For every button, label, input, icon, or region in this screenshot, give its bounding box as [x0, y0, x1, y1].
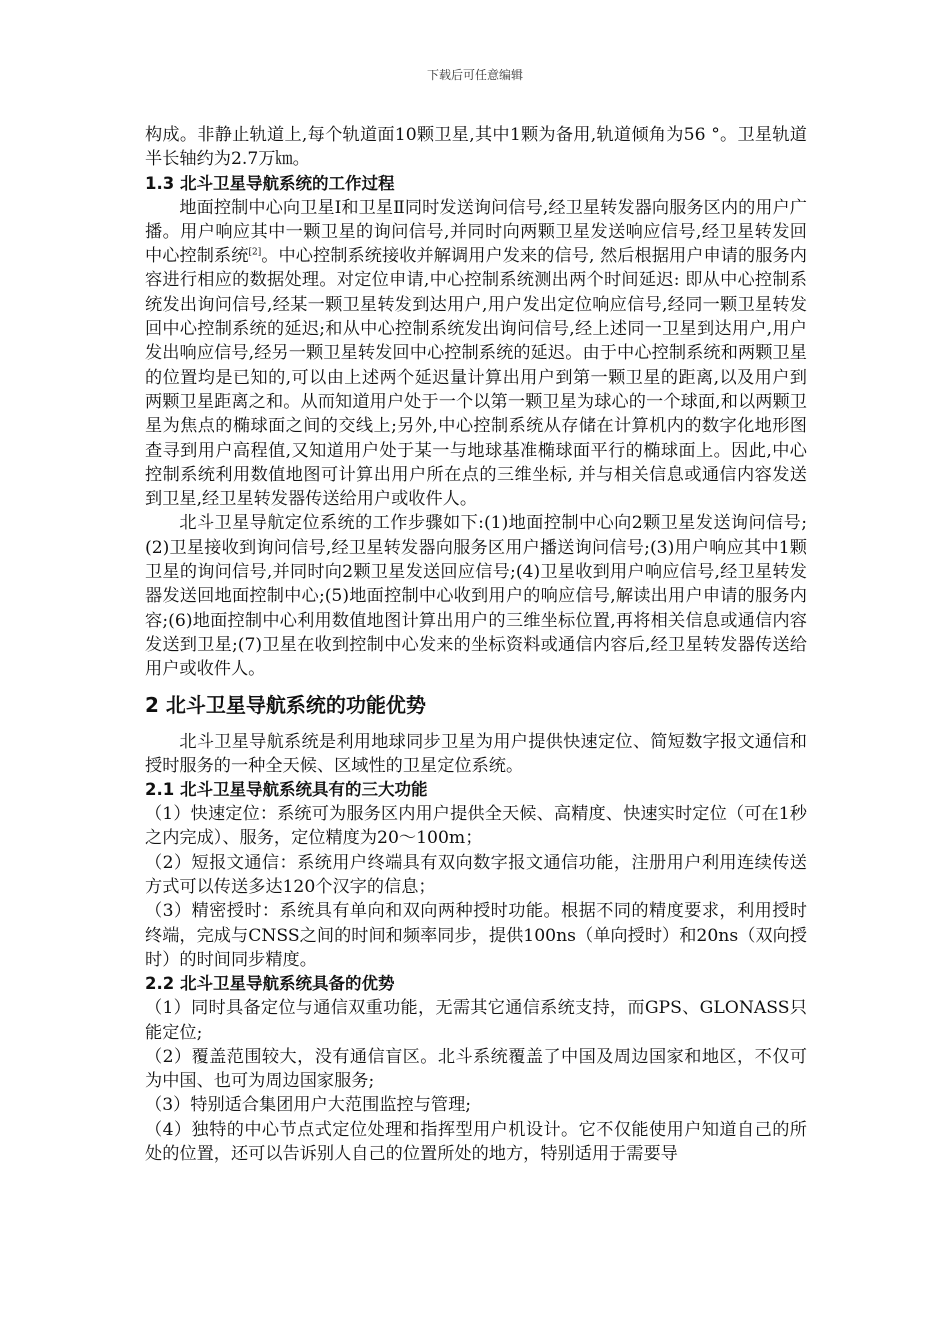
advantage-item-3: （3）特别适合集团用户大范围监控与管理; [145, 1095, 472, 1116]
paragraph-orbit-info: 构成。非静止轨道上,每个轨道面10颗卫星,其中1颗为备用,轨道倾角为56 °。卫星轨道半长轴约为2.7万㎞。 [145, 125, 807, 170]
advantage-item-1: （1）同时具备定位与通信双重功能，无需其它通信系统支持，而GPS、GLONASS只能定位; [145, 998, 807, 1043]
page-header: 下载后可任意编辑 [426, 68, 523, 82]
section-heading-2-2: 2.2 北斗卫星导航系统具备的优势 [145, 974, 395, 994]
advantage-item-4: （4）独特的中心节点式定位处理和指挥型用户机设计。它不仅能使用户知道自己的所处的位置，还可以告诉别人自己的位置所处的地方，特别适用于需要导 [145, 1119, 807, 1164]
paragraph-working-steps: 北斗卫星导航定位系统的工作步骤如下:(1)地面控制中心向2颗卫星发送询问信号;(2)卫星接收到询问信号,经卫星转发器向服务区用户播送询问信号;(3)用户响应其中1颗卫星的询问信号,并同时向2颗卫星发送回应信号;(4)卫星收到用户响应信号,经卫星转发器发送回地面控制中心;(5)地面控制中心收到用户的响应信号,解读出用户申请的服务内容;(6)地面控制中心利用数值地图计算出用户的三维坐标位置,再将相关信息或通信内容发送到卫星;(7)卫星在收到控制中心发来的坐标资料或通信内容后,经卫星转发器传送给用户或收件人。 [145, 513, 807, 680]
paragraph-working-process-part-a: 地面控制中心向卫星Ⅰ和卫星Ⅱ同时发送询问信号,经卫星转发器向服务区内的用户广播。用户响应其中一颗卫星的询问信号,并同时向两颗卫星发送响应信号,经卫星转发回中心控制系统 [145, 197, 807, 267]
section-heading-2: 2 北斗卫星导航系统的功能优势 [145, 692, 426, 717]
paragraph-working-process [145, 196, 807, 512]
document-body [145, 123, 807, 1166]
paragraph-function-intro: 北斗卫星导航系统是利用地球同步卫星为用户提供快速定位、简短数字报文通信和授时服务的一种全天候、区域性的卫星定位系统。 [145, 731, 807, 776]
function-item-messaging: （2）短报文通信：系统用户终端具有双向数字报文通信功能，注册用户利用连续传送方式可以传送多达120个汉字的信息； [145, 852, 807, 898]
function-item-positioning: （1）快速定位：系统可为服务区内用户提供全天候、高精度、快速实时定位（可在1秒之内完成）、服务，定位精度为20～100m； [145, 804, 807, 849]
function-item-timing: （3）精密授时：系统具有单向和双向两种授时功能。根据不同的精度要求，利用授时终端，完成与CNSS之间的时间和频率同步，提供100ns（单向授时）和20ns（双向授时）的时间同步精度。 [145, 901, 807, 970]
paragraph-working-process-part-b: 。中心控制系统接收并解调用户发来的信号, 然后根据用户申请的服务内容进行相应的数据处理。对定位申请,中心控制系统测出两个时间延迟: 即从中心控制系统发出询问信号,经某一颗卫星转发到达用户,用户发出定位响应信号,经同一颗卫星转发回中心控制系统的延迟;和从中心控制系统发出询问信号,经上述同一卫星到达用户,用户发出响应信号,经另一颗卫星转发回中心控制系统的延迟。由于中心控制系统和两颗卫星的位置均是已知的,可以由上述两个延迟量计算出用户到第一颗卫星的距离,以及用户到两颗卫星距离之和。从而知道用户处于一个以第一颗卫星为球心的一个球面,和以两颗卫星为焦点的椭球面之间的交线上;另外,中心控制系统从存储在计算机内的数字化地形图查寻到用户高程值,又知道用户处于某一与地球基准椭球面平行的椭球面上。因此,中心控制系统利用数值地图可计算出用户所在点的三维坐标, 并与相关信息或通信内容发送到卫星,经卫星转发器传送给用户或收件人。 [145, 246, 807, 510]
citation-ref: [2] [248, 247, 262, 258]
advantage-item-2: （2）覆盖范围较大，没有通信盲区。北斗系统覆盖了中国及周边国家和地区，不仅可为中国、也可为周边国家服务; [145, 1046, 807, 1092]
section-heading-2-1: 2.1 北斗卫星导航系统具有的三大功能 [145, 780, 428, 800]
section-heading-1-3: 1.3 北斗卫星导航系统的工作过程 [145, 173, 395, 193]
